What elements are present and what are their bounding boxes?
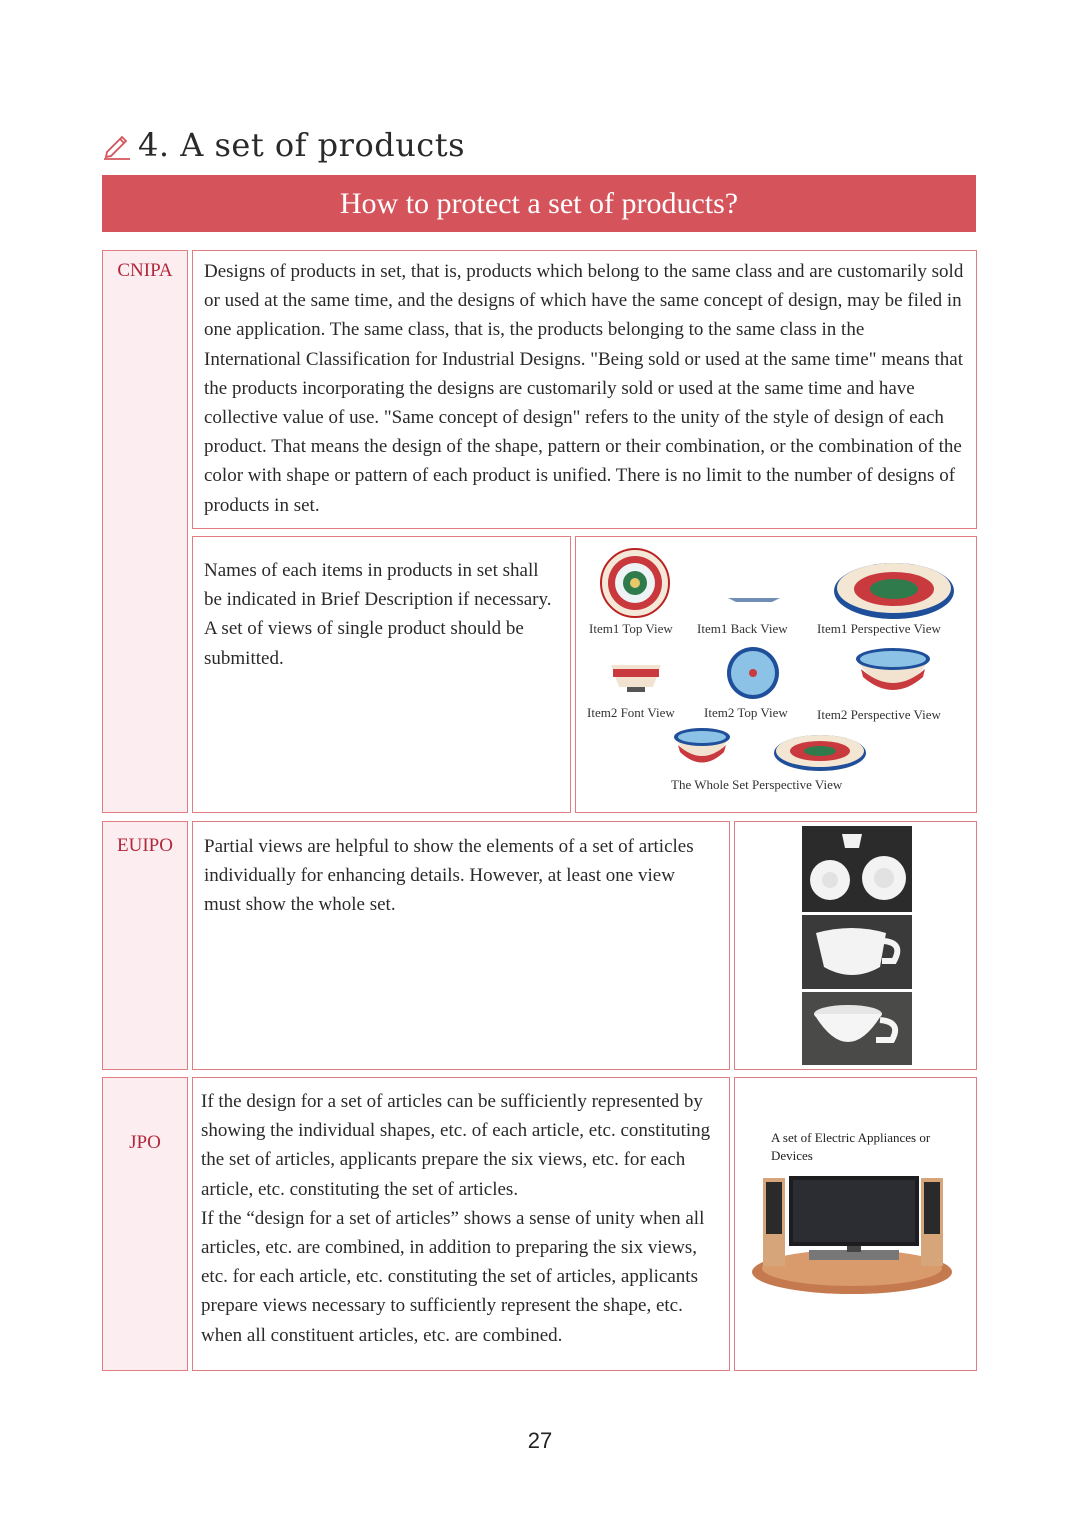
cnipa-note-1: Names of each items in products in set shall be indicated in Brief Description if necessary. — [204, 560, 552, 611]
item2-top-bowl-image — [725, 645, 781, 701]
whole-set-bowl-image — [672, 725, 732, 771]
euipo-label-cell — [102, 821, 188, 1070]
item2-front-bowl-image — [609, 661, 663, 695]
cup-side-photo — [802, 915, 912, 989]
jpo-description-cell — [192, 1077, 730, 1371]
item1-back-plate-image — [726, 595, 782, 605]
whole-set-caption: The Whole Set Perspective View — [671, 777, 843, 792]
cnipa-figure-cell — [575, 536, 977, 813]
euipo-description: Partial views are helpful to show the elements of a set of articles individually for enhancing details. However, at least one view must show the whole set. — [204, 836, 694, 916]
cnipa-note-2: A set of views of single product should be submitted. — [204, 618, 524, 669]
cup-saucer-set-photo — [802, 826, 912, 912]
euipo-description-cell — [192, 821, 730, 1070]
section-title: A set of products — [180, 126, 465, 164]
section-heading — [102, 122, 465, 168]
section-number: 4. — [138, 126, 170, 164]
cup-angle-photo — [802, 992, 912, 1065]
cnipa-label-cell — [102, 250, 188, 813]
jpo-para-1: If the design for a set of articles can be sufficiently represented by showing the individual shapes, etc. of each article, etc. constituting the set of articles, applicants prepare the six views, etc. for each article, etc. constituting the set of articles. — [201, 1091, 711, 1200]
banner-title: How to protect a set of products? — [102, 175, 976, 232]
cnipa-description-cell — [192, 250, 977, 529]
euipo-figure-cell — [734, 821, 977, 1070]
cnipa-note-cell — [192, 536, 571, 813]
jpo-figure-cell — [734, 1077, 977, 1371]
euipo-label: EUIPO — [117, 835, 173, 856]
jpo-para-2: If the “design for a set of articles” shows a sense of unity when all articles, etc. are combined, in addition to preparing the six views, etc. for each article, etc. constituting the set of articles, applicants prepare views necessary to sufficiently represent the shape, etc. when all constituent articles, etc. are combined. — [201, 1207, 705, 1346]
whole-set-plate-image — [772, 731, 868, 773]
item1-top-caption: Item1 Top View — [589, 621, 673, 636]
item2-perspective-bowl-image — [853, 645, 933, 703]
item2-perspective-caption: Item2 Perspective View — [817, 707, 941, 722]
jpo-label: JPO — [129, 1132, 161, 1153]
item1-back-caption: Item1 Back View — [697, 621, 788, 636]
item1-perspective-caption: Item1 Perspective View — [817, 621, 941, 636]
item2-top-caption: Item2 Top View — [704, 705, 788, 720]
pencil-icon — [102, 130, 132, 160]
item1-perspective-plate-image — [832, 559, 956, 621]
electric-appliances-image — [749, 1174, 955, 1300]
page-number: 27 — [527, 1428, 553, 1453]
jpo-figure-caption: A set of Electric Appliances or Devices — [771, 1130, 931, 1163]
jpo-label-cell — [102, 1077, 188, 1371]
item1-top-plate-image — [599, 547, 671, 619]
cnipa-label: CNIPA — [117, 260, 173, 281]
item2-front-caption: Item2 Font View — [587, 705, 675, 720]
cnipa-description: Designs of products in set, that is, products which belong to the same class and are customarily sold or used at the same time, and the designs of which have the same concept of design, may be filed in one application. The same class, that is, the products belonging to the same class in the International Classification for Industrial Designs. "Being sold or used at the same time" means that the products incorporating the designs are customarily sold or used at the same time and have collective value of use. "Same concept of design" refers to the unity of the style of design of each product. That means the design of the shape, pattern or their combination, or the combination of the color with shape or pattern of each product is unified. There is no limit to the number of designs of products in set. — [204, 261, 964, 516]
